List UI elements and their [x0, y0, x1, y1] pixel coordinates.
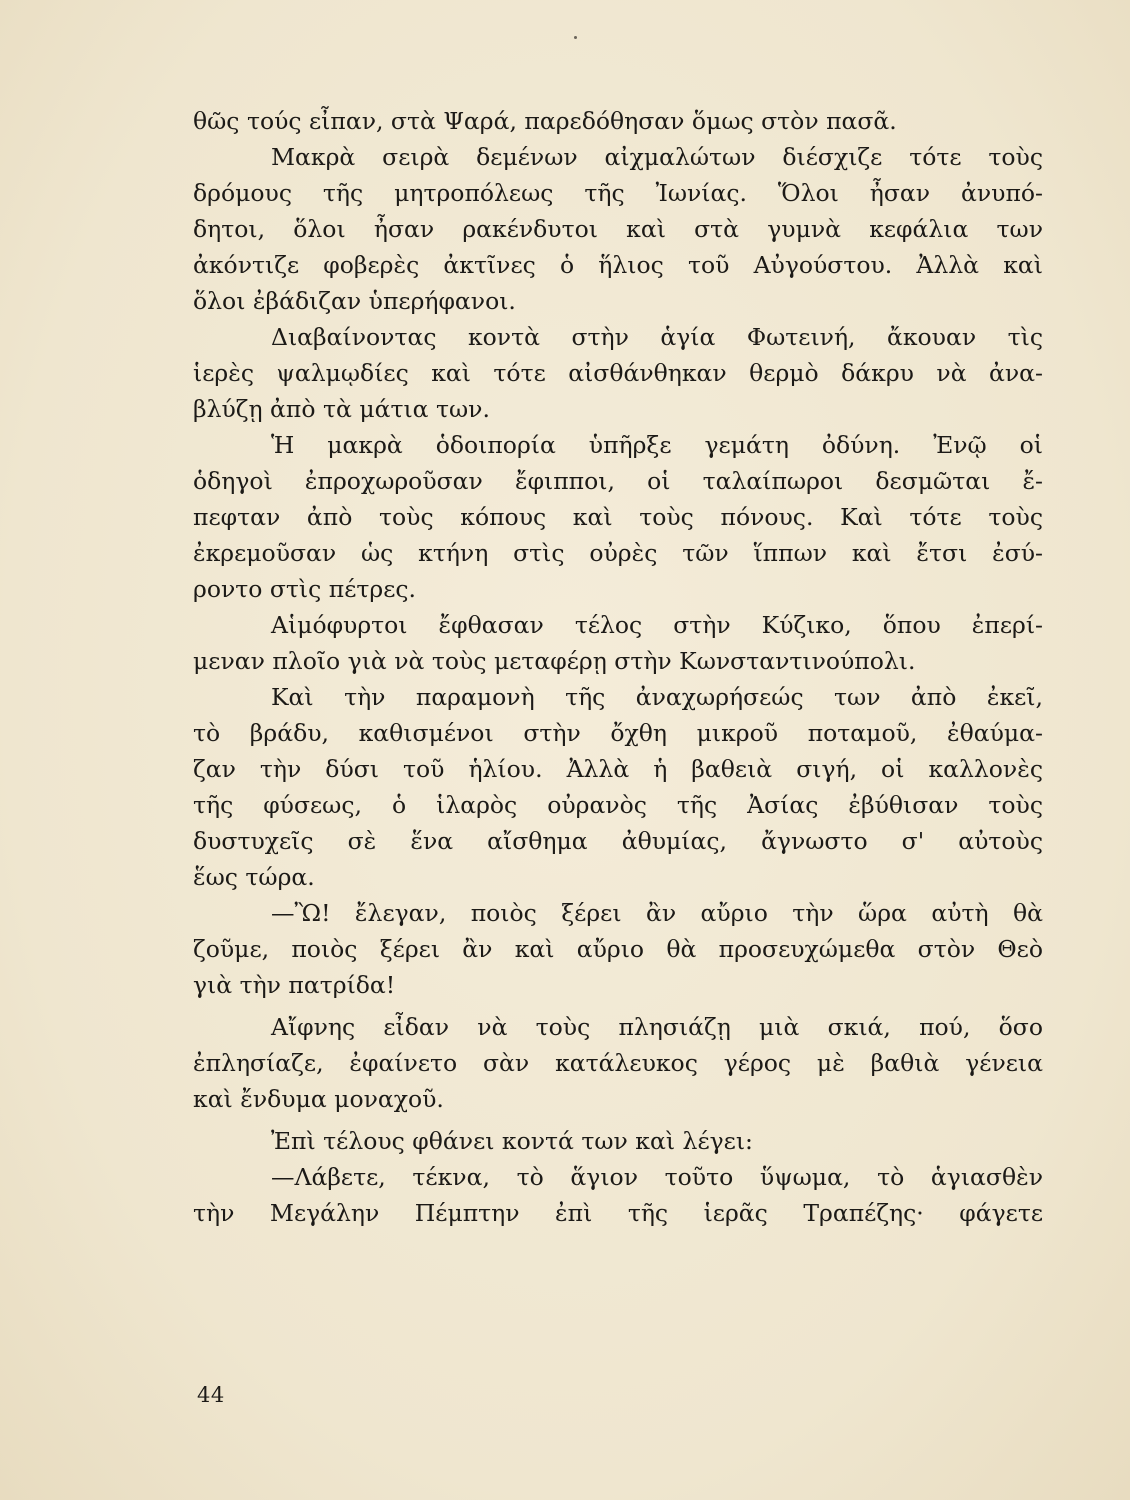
text-line: ὅλοι ἐβάδιζαν ὑπερήφανοι. — [193, 287, 516, 315]
text-line: ἐπλησίαζε, ἐφαίνετο σὰν κατάλευκος γέρος μὲ βαθιὰ γένεια — [193, 1049, 1043, 1077]
text-line: μεναν πλοῖο γιὰ νὰ τοὺς μεταφέρῃ στὴν Κωνσταντινούπολι. — [193, 647, 916, 675]
text-line: Καὶ τὴν παραμονὴ τῆς ἀναχωρήσεώς των ἀπὸ ἐκεῖ, — [271, 683, 1043, 711]
text-line: πεφταν ἀπὸ τοὺς κόπους καὶ τοὺς πόνους. Καὶ τότε τοὺς — [193, 503, 1043, 531]
text-line: βλύζῃ ἀπὸ τὰ μάτια των. — [193, 395, 490, 423]
text-line: δυστυχεῖς σὲ ἕνα αἴσθημα ἀθυμίας, ἄγνωστο σ' αὐτοὺς — [193, 827, 1043, 855]
text-line: ὁδηγοὶ ἐπροχωροῦσαν ἔφιπποι, οἱ ταλαίπωροι δεσμῶται ἔ- — [193, 467, 1043, 495]
text-line: ζοῦμε, ποιὸς ξέρει ἂν καὶ αὔριο θὰ προσευχώμεθα στὸν Θεὸ — [193, 935, 1043, 963]
text-line: ἱερὲς ψαλμῳδίες καὶ τότε αἰσθάνθηκαν θερμὸ δάκρυ νὰ ἀνα- — [193, 359, 1043, 387]
text-line: Ἐπὶ τέλους φθάνει κοντά των καὶ λέγει: — [271, 1127, 753, 1155]
text-line: —Λάβετε, τέκνα, τὸ ἅγιον τοῦτο ὕψωμα, τὸ ἁγιασθὲν — [271, 1163, 1043, 1191]
print-speck — [574, 36, 577, 39]
text-line: Ἡ μακρὰ ὁδοιπορία ὑπῆρξε γεμάτη ὀδύνη. Ἐνῷ οἱ — [271, 431, 1043, 459]
text-line: θῶς τούς εἶπαν, στὰ Ψαρά, παρεδόθησαν ὅμως στὸν πασᾶ. — [193, 107, 897, 135]
text-line: ἕως τώρα. — [193, 863, 315, 891]
text-line: γιὰ τὴν πατρίδα! — [193, 971, 396, 999]
text-line: καὶ ἔνδυμα μοναχοῦ. — [193, 1085, 444, 1113]
text-line: ζαν τὴν δύσι τοῦ ἡλίου. Ἀλλὰ ἡ βαθειὰ σιγή, οἱ καλλονὲς — [193, 755, 1043, 783]
text-line: —Ὢ! ἔλεγαν, ποιὸς ξέρει ἂν αὔριο τὴν ὥρα αὐτὴ θὰ — [271, 899, 1043, 927]
text-line: Διαβαίνοντας κοντὰ στὴν ἁγία Φωτεινή, ἄκουαν τὶς — [271, 323, 1043, 351]
body-text — [193, 103, 1043, 1231]
text-line: ροντο στὶς πέτρες. — [193, 575, 416, 603]
text-line: τὴν Μεγάλην Πέμπτην ἐπὶ τῆς ἱερᾶς Τραπέζης· φάγετε — [193, 1199, 1043, 1227]
text-line: δρόμους τῆς μητροπόλεως τῆς Ἰωνίας. Ὅλοι ἦσαν ἀνυπό- — [193, 179, 1043, 207]
text-line: Μακρὰ σειρὰ δεμένων αἰχμαλώτων διέσχιζε τότε τοὺς — [271, 143, 1043, 171]
text-line: ἀκόντιζε φοβερὲς ἀκτῖνες ὁ ἥλιος τοῦ Αὐγούστου. Ἀλλὰ καὶ — [193, 251, 1043, 279]
text-line: Αἱμόφυρτοι ἔφθασαν τέλος στὴν Κύζικο, ὅπου ἐπερί- — [271, 611, 1043, 639]
text-line: Αἴφνης εἶδαν νὰ τοὺς πλησιάζῃ μιὰ σκιά, πού, ὅσο — [271, 1013, 1043, 1041]
text-line: τῆς φύσεως, ὁ ἱλαρὸς οὐρανὸς τῆς Ἀσίας ἐβύθισαν τοὺς — [193, 791, 1043, 819]
text-line: ἐκρεμοῦσαν ὡς κτήνη στὶς οὐρὲς τῶν ἵππων καὶ ἔτσι ἐσύ- — [193, 539, 1043, 567]
text-line: δητοι, ὅλοι ἦσαν ρακένδυτοι καὶ στὰ γυμνὰ κεφάλια των — [193, 215, 1043, 243]
page-number: 44 — [197, 1383, 225, 1407]
text-line: τὸ βράδυ, καθισμένοι στὴν ὄχθη μικροῦ ποταμοῦ, ἐθαύμα- — [193, 719, 1043, 747]
